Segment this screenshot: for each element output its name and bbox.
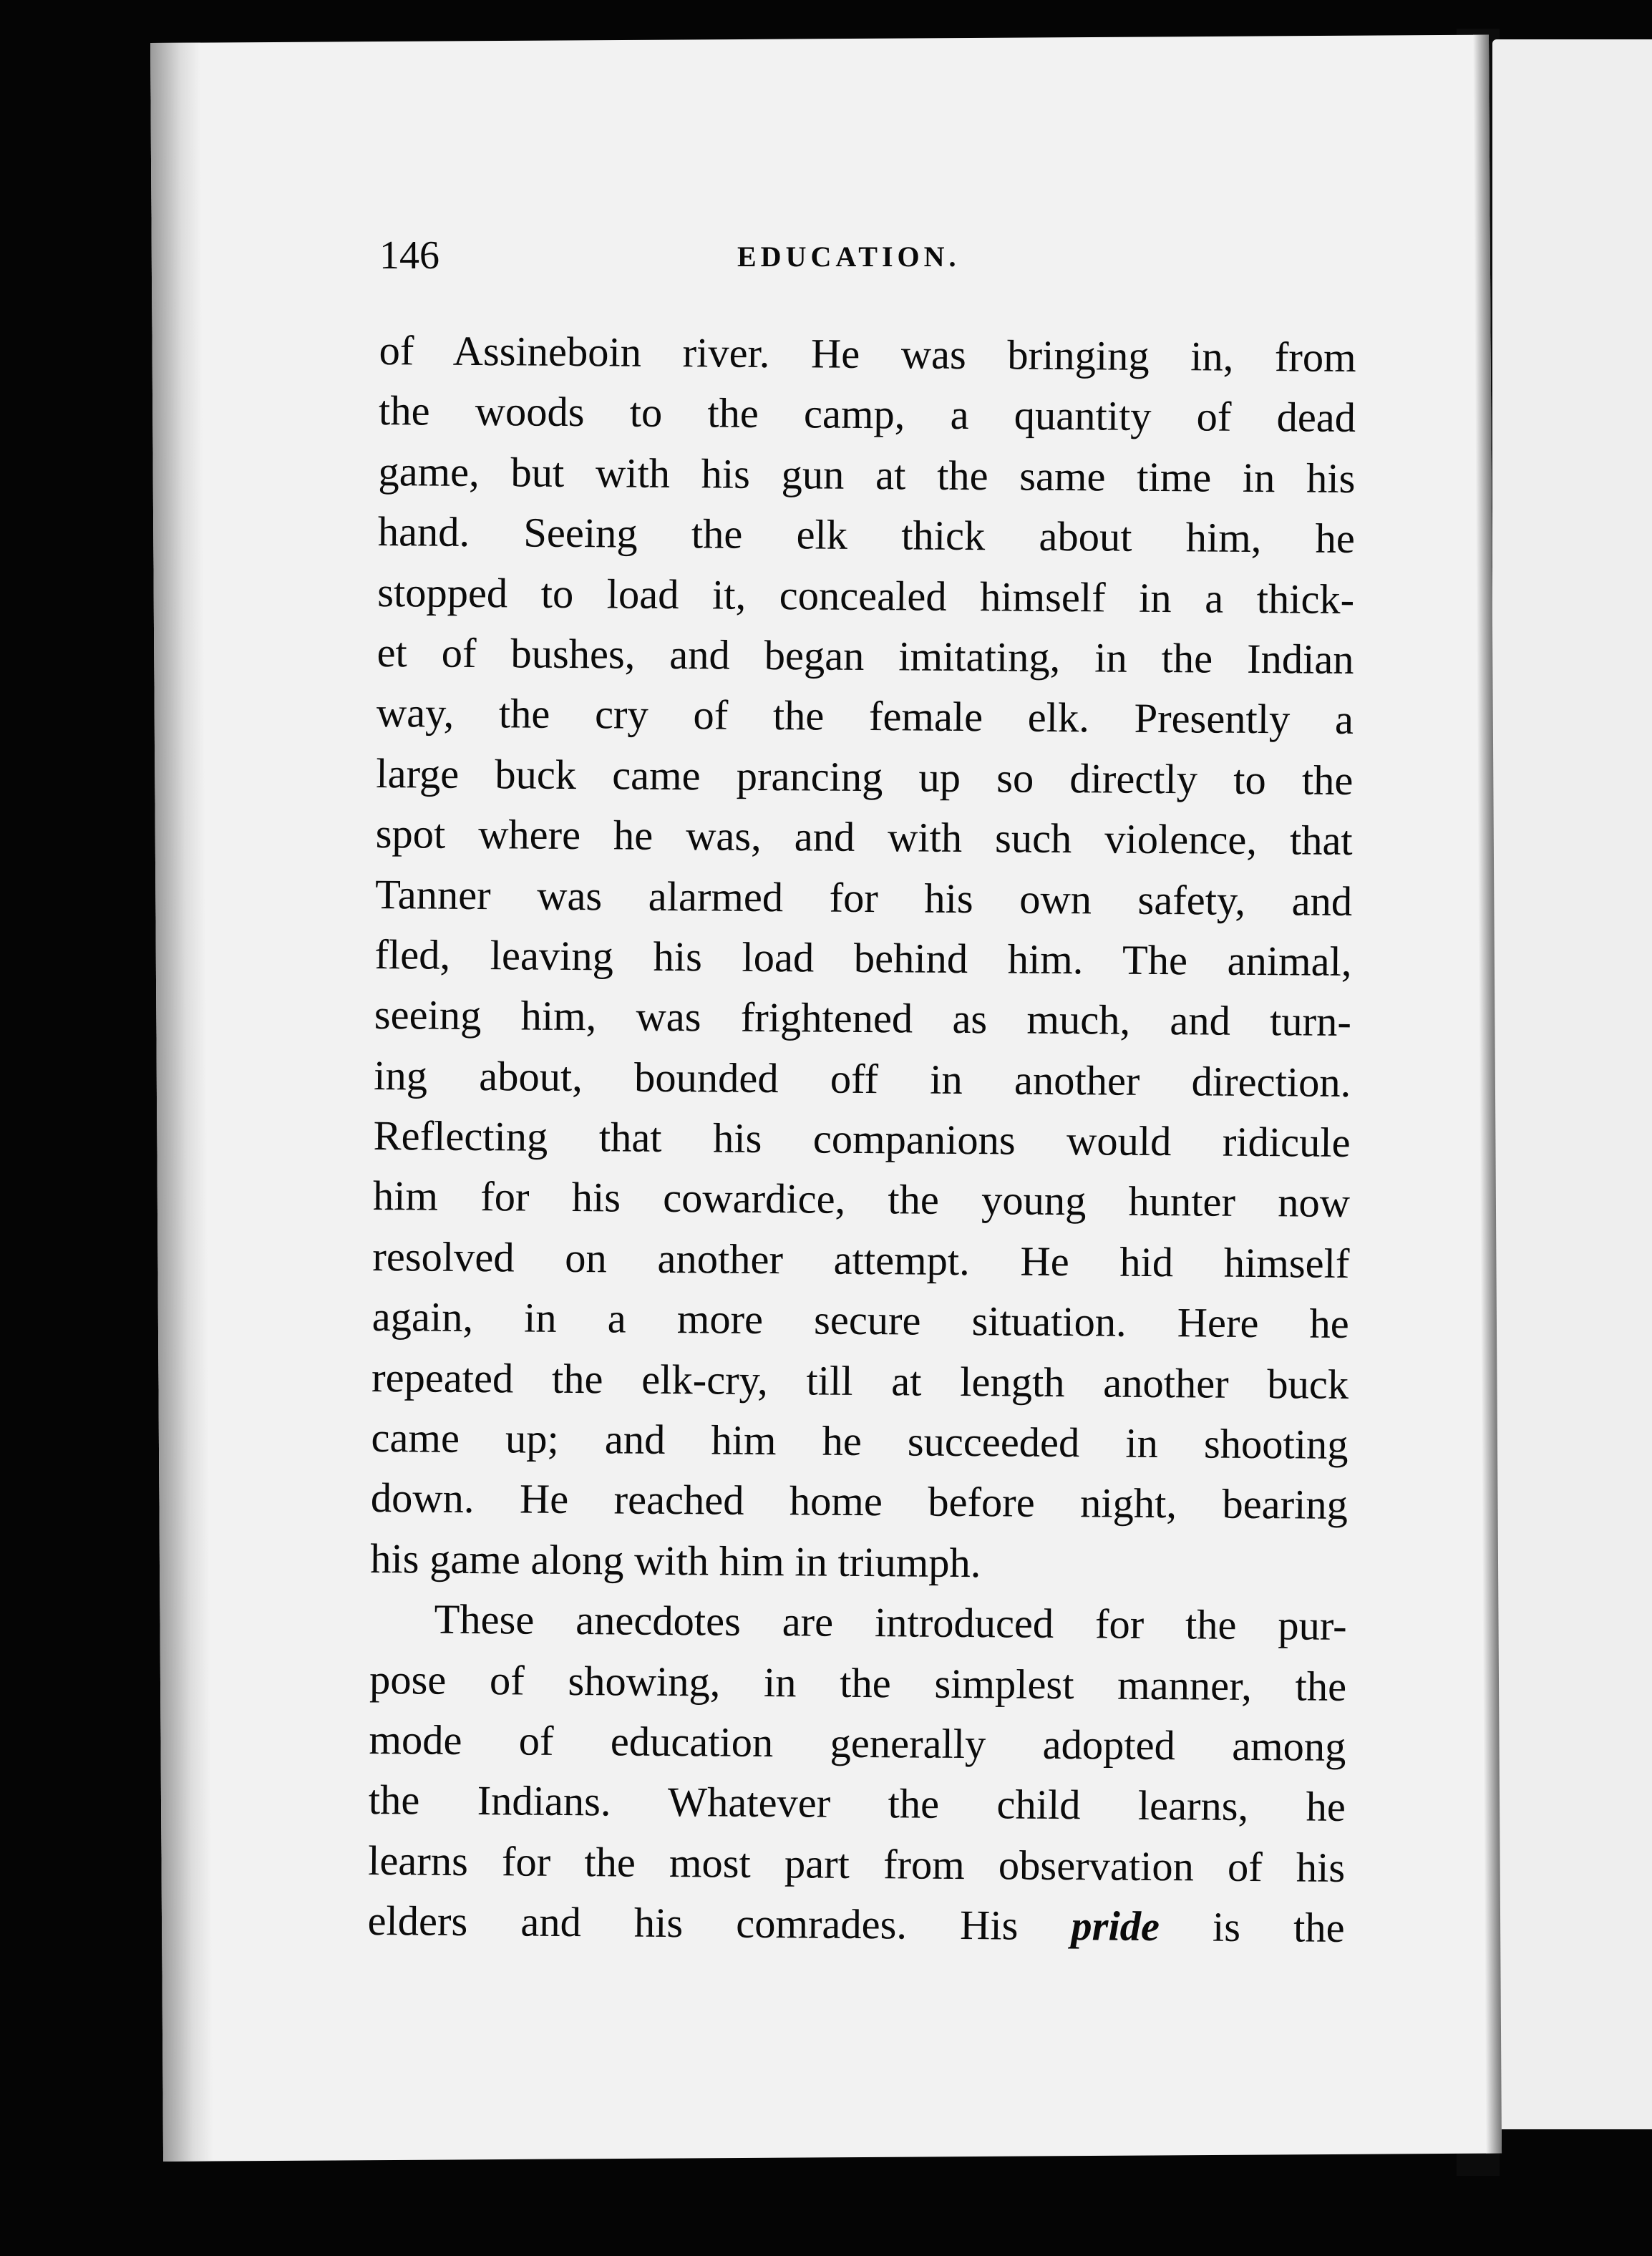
page-header [379,233,1353,283]
text-line: fled, leaving his load behind him. The animal, [374,930,1352,985]
text-line: his game along with him in triumph. [370,1535,981,1587]
text-line: pose of showing, in the simplest manner, the [369,1655,1347,1710]
text-line: et of bushes, and began imitating, in the Indian [376,628,1354,683]
text-line: the Indians. Whatever the child learns, he [368,1776,1346,1831]
body-text [367,321,1356,1958]
text-fragment: elders and his comrades. His [367,1897,1072,1950]
text-line: These anecdotes are introduced for the pur- [434,1595,1347,1650]
text-line: resolved on another attempt. He hid himself [372,1232,1350,1287]
page-number: 146 [379,233,439,278]
text-line: game, but with his gun at the same time in his [378,447,1356,502]
text-fragment: is the [1159,1903,1345,1952]
text-line-last [367,1891,1345,1958]
text-line: stopped to load it, concealed himself in a thick- [376,568,1355,623]
text-line: came up; and him he succeeded in shooting [371,1414,1349,1468]
text-line: Reflecting that his companions would ridicule [373,1112,1351,1167]
text-line: repeated the elk-cry, till at length another buck [371,1353,1349,1408]
text-line: him for his cowardice, the young hunter now [372,1172,1351,1227]
text-line: of Assineboin river. He was bringing in, from [379,326,1356,381]
text-line: spot where he was, and with such violence, that [375,810,1353,865]
text-line: Tanner was alarmed for his own safety, and [374,870,1353,925]
running-head: EDUCATION. [737,240,961,273]
text-line: seeing him, was frightened as much, and turn- [374,991,1352,1046]
text-line: down. He reached home before night, bearing [370,1474,1349,1529]
text-line: large buck came prancing up so directly to the [376,749,1354,804]
facing-page [1492,39,1652,2129]
text-line: the woods to the camp, a quantity of dead [378,387,1356,442]
text-line: ing about, bounded off in another direction. [374,1051,1351,1106]
text-line: way, the cry of the female elk. Presently a [376,689,1354,744]
italic-word: pride [1071,1902,1160,1950]
text-line: learns for the most part from observation of his [367,1837,1346,1891]
text-line: hand. Seeing the elk thick about him, he [377,508,1356,563]
text-line: mode of education generally adopted among [369,1716,1346,1770]
text-line: again, in a more secure situation. Here he [371,1293,1349,1348]
page-gutter [150,43,213,2162]
